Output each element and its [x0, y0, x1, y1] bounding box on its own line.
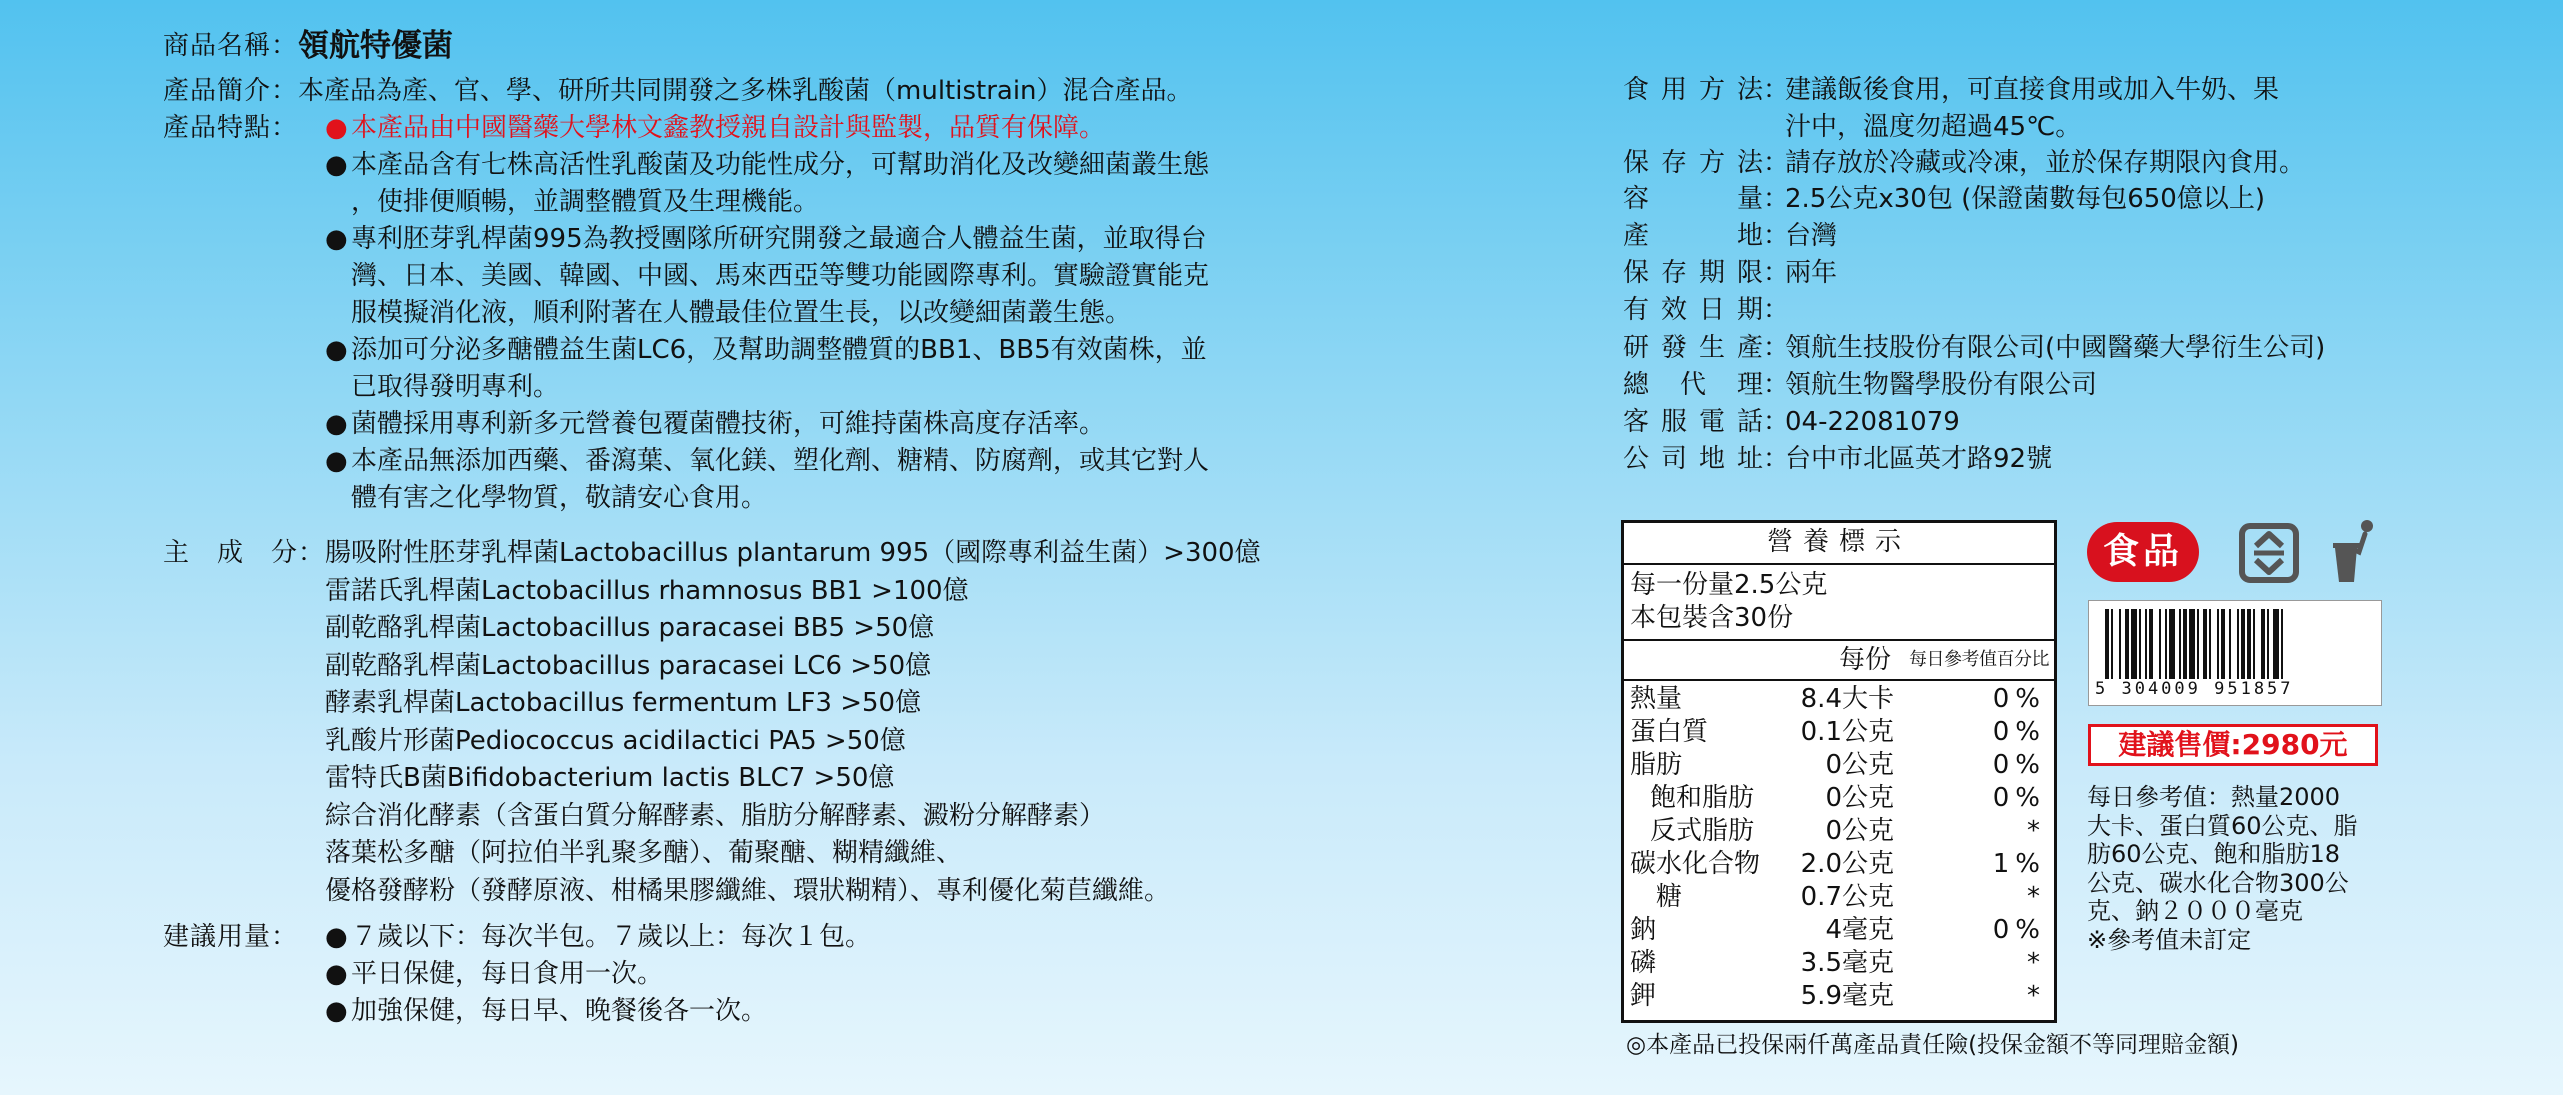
info-value-line: 台灣	[1785, 221, 1838, 251]
dosage-text: 加強保健，每日早、晚餐後各一次。	[351, 996, 768, 1026]
info-row	[1623, 255, 1837, 292]
nutrition-row	[1624, 848, 2054, 881]
feature-item	[325, 258, 1209, 295]
info-separator: ：	[1763, 333, 1790, 363]
nutrient-value: 4毫克	[1825, 915, 1894, 945]
nutrition-row	[1624, 716, 2054, 749]
nutrient-value: 0公克	[1825, 783, 1894, 813]
dosage-label-row	[163, 919, 298, 956]
daily-reference-line	[2087, 783, 2385, 812]
feature-item	[325, 184, 1209, 221]
features-label-row	[163, 110, 298, 147]
info-value	[1785, 441, 2052, 478]
dosage-item	[325, 993, 871, 1030]
product-intro-row	[163, 73, 1193, 110]
nutrition-col-per-serving: 每份	[1839, 645, 1892, 675]
nutrition-row	[1624, 815, 2054, 848]
info-value-line: 領航生技股份有限公司(中國醫藥大學衍生公司)	[1785, 333, 2326, 363]
ingredient-item: 乳酸片形菌Pediococcus acidilactici PA5 >50億	[325, 725, 906, 756]
dosage-label: 建議用量：	[163, 922, 299, 952]
info-label: 容 量	[1623, 184, 1763, 214]
food-badge: 食品	[2087, 522, 2199, 582]
info-value-line: 汁中，溫度勿超過45℃。	[1785, 112, 2082, 142]
info-row	[1623, 367, 2097, 404]
info-separator: ：	[1763, 444, 1790, 474]
nutrient-name: 飽和脂肪	[1650, 783, 1755, 813]
ingredients-label-row	[163, 535, 325, 572]
info-value-line: 領航生物醫學股份有限公司	[1785, 370, 2098, 400]
daily-reference-line	[2087, 812, 2385, 841]
info-value-line: 2.5公克x30包 (保證菌數每包650億以上)	[1785, 184, 2265, 214]
info-value-line: 台中市北區英才路92號	[1785, 444, 2053, 474]
product-intro: 本產品為產、官、學、研所共同開發之多株乳酸菌（multistrain）混合產品。	[298, 76, 1193, 106]
nutrient-value: 5.9毫克	[1800, 981, 1894, 1011]
feature-item	[325, 295, 1209, 332]
feature-text: 服模擬消化液，順利附著在人體最佳位置生長，以改變細菌叢生態。	[351, 298, 1132, 328]
nutrient-name: 糖	[1656, 882, 1683, 912]
nutrient-name: 脂肪	[1630, 750, 1683, 780]
dosage-list	[325, 919, 871, 1030]
info-separator: ：	[1763, 221, 1790, 251]
info-label: 研 發 生 產	[1623, 333, 1763, 363]
features-list	[325, 110, 1209, 517]
info-separator: ：	[1763, 75, 1790, 105]
bullet-dot	[325, 369, 351, 406]
feature-text: 專利胚芽乳桿菌995為教授團隊所研究開發之最適合人體益生菌，並取得台	[351, 224, 1207, 254]
nutrition-col-daily-pct: 每日參考值百分比	[1909, 649, 2049, 670]
daily-reference-text: ※參考值未訂定	[2087, 925, 2252, 954]
nutrition-row	[1624, 947, 2054, 980]
nutrition-row	[1624, 749, 2054, 782]
feature-item	[325, 480, 1209, 517]
bullet-dot: ●	[325, 446, 348, 476]
daily-reference-line	[2087, 840, 2385, 869]
info-value	[1785, 330, 2325, 367]
info-value	[1785, 218, 1837, 255]
feature-text: 體有害之化學物質，敬請安心食用。	[351, 483, 768, 513]
nutrient-name: 熱量	[1630, 684, 1683, 714]
nutrient-value: 8.4大卡	[1800, 684, 1894, 714]
ingredient-item: 雷特氏B菌Bifidobacterium lactis BLC7 >50億	[325, 763, 895, 793]
daily-reference-line	[2087, 926, 2385, 955]
ingredients-list	[325, 535, 1261, 910]
nutrition-row	[1624, 914, 2054, 947]
bullet-dot: ●	[325, 150, 348, 180]
bullet-dot: ●	[325, 409, 348, 439]
ingredient-item: 副乾酪乳桿菌Lactobacillus paracasei LC6 >50億	[325, 650, 932, 681]
nutrient-value: 0.1公克	[1800, 717, 1894, 747]
info-value	[1785, 367, 2097, 404]
feature-text: 添加可分泌多醣體益生菌LC6，及幫助調整體質的BB1、BB5有效菌株，並	[351, 335, 1207, 365]
feature-item	[325, 406, 1209, 443]
insurance-note: ◎本產品已投保兩仟萬產品責任險(投保金額不等同理賠金額)	[1626, 1032, 2240, 1058]
suggested-price: 建議售價:2980元	[2088, 724, 2378, 766]
info-row	[1623, 181, 2265, 218]
nutrient-value: 2.0公克	[1800, 849, 1894, 879]
feature-item	[325, 332, 1209, 369]
nutrient-name: 碳水化合物	[1630, 849, 1761, 879]
feature-text: ，使排便順暢，並調整體質及生理機能。	[351, 187, 820, 217]
bullet-dot: ●	[325, 113, 348, 143]
info-label: 客 服 電 話	[1623, 407, 1763, 437]
feature-text: 灣、日本、美國、韓國、中國、馬來西亞等雙功能國際專利。實驗證實能克	[351, 261, 1210, 291]
nutrient-daily-pct: 0%	[1992, 717, 2046, 747]
info-separator: ：	[1763, 295, 1790, 325]
info-label: 總 代 理	[1623, 370, 1763, 400]
bullet-dot	[325, 258, 351, 295]
info-value	[1785, 255, 1837, 292]
nutrient-value: 0公克	[1825, 750, 1894, 780]
nutrition-row	[1624, 980, 2054, 1013]
dosage-text: ７歲以下：每次半包。７歲以上：每次１包。	[351, 922, 872, 952]
nutrient-name: 反式脂肪	[1650, 816, 1755, 846]
nutrition-title: 營養標示	[1624, 523, 2054, 565]
info-row	[1623, 145, 2305, 182]
info-value	[1785, 145, 2305, 182]
recycle-icon	[2236, 520, 2302, 586]
daily-reference-text: 每日參考值：熱量2000	[2087, 783, 2341, 811]
info-row	[1623, 330, 2325, 367]
feature-item	[325, 369, 1209, 406]
feature-item	[325, 110, 1209, 147]
nutrient-daily-pct: 0%	[1992, 783, 2046, 813]
nutrition-row	[1624, 782, 2054, 815]
info-row	[1623, 218, 1837, 255]
ingredient-item: 優格發酵粉（發酵原液、柑橘果膠纖維、環狀糊精）、專利優化菊苣纖維。	[325, 875, 1171, 906]
info-value	[1785, 181, 2265, 218]
feature-text: 菌體採用專利新多元營養包覆菌體技術，可維持菌株高度存活率。	[351, 409, 1106, 439]
nutrient-daily-pct: 0%	[1992, 915, 2046, 945]
nutrient-name: 鈉	[1630, 915, 1657, 945]
product-name-label: 商品名稱：	[163, 31, 299, 61]
nutrient-value: 0.7公克	[1800, 882, 1894, 912]
bullet-dot: ●	[325, 224, 348, 254]
info-label: 保 存 期 限	[1623, 258, 1763, 288]
daily-reference-line	[2087, 897, 2385, 926]
nutrient-daily-pct: *	[2027, 882, 2046, 912]
info-label: 有 效 日 期	[1623, 295, 1763, 325]
feature-text: 本產品由中國醫藥大學林文鑫教授親自設計與監製，品質有保障。	[351, 113, 1106, 143]
info-separator: ：	[1763, 148, 1790, 178]
bullet-dot: ●	[325, 959, 348, 989]
nutrient-daily-pct: 0%	[1992, 750, 2046, 780]
product-name: 領航特優菌	[298, 28, 454, 64]
info-separator: ：	[1763, 184, 1790, 214]
info-value	[1785, 404, 1960, 441]
barcode-digits: 5 304009 951857	[2095, 679, 2294, 699]
daily-reference-text: 公克、碳水化合物300公	[2087, 868, 2349, 897]
product-name-row	[163, 28, 453, 65]
info-label: 公 司 地 址	[1623, 444, 1763, 474]
product-intro-label: 產品簡介：	[163, 76, 299, 106]
ingredient-item: 雷諾氏乳桿菌Lactobacillus rhamnosus BB1 >100億	[325, 575, 969, 606]
nutrient-daily-pct: 1%	[1992, 849, 2046, 879]
dosage-item	[325, 956, 871, 993]
nutrition-row	[1624, 683, 2054, 716]
feature-text: 本產品含有七株高活性乳酸菌及功能性成分，可幫助消化及改變細菌叢生態	[351, 150, 1210, 180]
ingredients-label: 主 成 分：	[163, 538, 326, 568]
feature-text: 本產品無添加西藥、番瀉葉、氧化鎂、塑化劑、糖精、防腐劑，或其它對人	[351, 446, 1210, 476]
feature-item	[325, 221, 1209, 258]
dosage-item	[325, 919, 871, 956]
nutrition-row	[1624, 881, 2054, 914]
nutrient-daily-pct: *	[2027, 948, 2046, 978]
nutrition-table	[1621, 520, 2057, 1023]
ingredient-item: 落葉松多醣（阿拉伯半乳聚多醣）、葡聚醣、糊精纖維、	[325, 838, 963, 868]
dosage-text: 平日保健，每日食用一次。	[351, 959, 664, 989]
nutrient-name: 蛋白質	[1630, 717, 1709, 747]
daily-reference-text: 大卡、蛋白質60公克、脂	[2087, 811, 2358, 840]
feature-item	[325, 147, 1209, 184]
daily-reference-text: 克、鈉２０００毫克	[2087, 897, 2303, 925]
bullet-dot	[325, 184, 351, 221]
feature-text: 已取得發明專利。	[351, 372, 560, 402]
bullet-dot: ●	[325, 335, 348, 365]
info-value-line: 建議飯後食用，可直接食用或加入牛奶、果	[1785, 75, 2280, 105]
info-row	[1623, 404, 1960, 441]
bullet-dot	[325, 480, 351, 517]
nutrient-daily-pct: *	[2027, 981, 2046, 1011]
info-separator: ：	[1763, 370, 1790, 400]
ingredient-item: 副乾酪乳桿菌Lactobacillus paracasei BB5 >50億	[325, 613, 935, 643]
nutrient-value: 3.5毫克	[1800, 948, 1894, 978]
info-separator: ：	[1763, 407, 1790, 437]
daily-reference-line	[2087, 869, 2385, 898]
info-label: 食 用 方 法	[1623, 75, 1763, 105]
nutrient-value: 0公克	[1825, 816, 1894, 846]
bullet-dot: ●	[325, 922, 348, 952]
nutrition-serving: 每一份量2.5公克	[1630, 570, 1828, 600]
nutrition-header	[1624, 639, 2054, 681]
ingredient-item: 綜合消化酵素（含蛋白質分解酵素、脂肪分解酵素、澱粉分解酵素）	[325, 800, 1106, 831]
ingredient-item: 酵素乳桿菌Lactobacillus fermentum LF3 >50億	[325, 688, 922, 718]
nutrition-servings-per-pack: 本包裝含30份	[1630, 603, 1794, 633]
daily-reference-text: 肪60公克、飽和脂肪18	[2087, 840, 2341, 868]
info-value-line: 04-22081079	[1785, 407, 1960, 437]
daily-reference-note	[2087, 783, 2385, 954]
info-row	[1623, 292, 1790, 329]
info-row	[1623, 441, 2052, 478]
nutrient-name: 磷	[1630, 948, 1657, 978]
trash-bin-icon	[2329, 518, 2383, 586]
info-value-line: 請存放於冷藏或冷凍，並於保存期限內食用。	[1785, 148, 2306, 178]
bullet-dot	[325, 295, 351, 332]
info-value	[1785, 72, 2279, 146]
feature-item	[325, 443, 1209, 480]
info-row	[1623, 72, 2279, 146]
info-label: 保 存 方 法	[1623, 148, 1763, 178]
info-value-line: 兩年	[1785, 258, 1838, 288]
nutrient-name: 鉀	[1630, 981, 1657, 1011]
nutrient-daily-pct: 0%	[1992, 684, 2046, 714]
info-label: 產 地	[1623, 221, 1763, 251]
features-label: 產品特點：	[163, 113, 299, 143]
info-separator: ：	[1763, 258, 1790, 288]
ingredient-item: 腸吸附性胚芽乳桿菌Lactobacillus plantarum 995（國際專利益生菌）>300億	[325, 538, 1261, 568]
bullet-dot: ●	[325, 996, 348, 1026]
nutrient-daily-pct: *	[2027, 816, 2046, 846]
nutrition-rows	[1624, 681, 2054, 1013]
